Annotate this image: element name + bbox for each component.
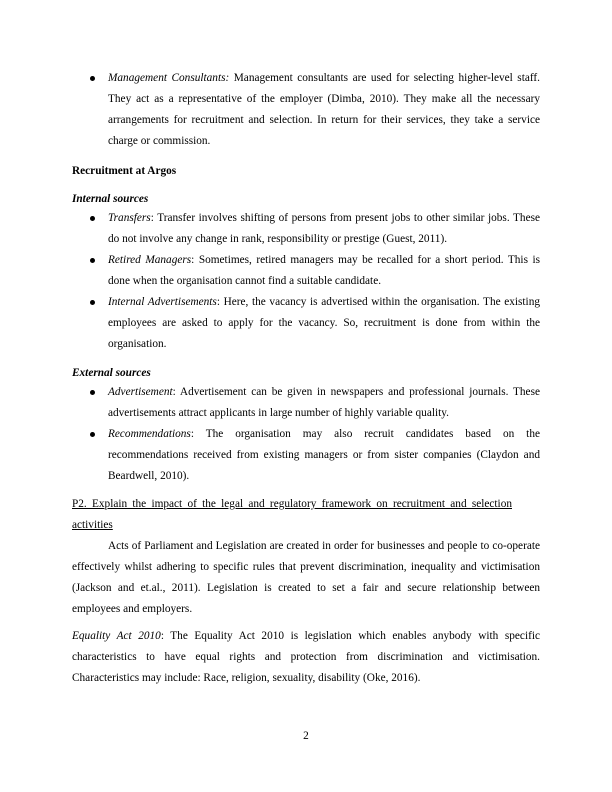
bullet-body: : Sometimes, retired managers may be recalled for a short period. This is done when the organisation cannot find a suitable candidate. bbox=[108, 254, 541, 287]
bullet-dot-icon bbox=[90, 300, 95, 305]
bullet-text bbox=[108, 68, 540, 152]
internal-sources-list bbox=[72, 208, 540, 355]
bullet-body: Management consultants are used for selecting higher-level staff. They act as a representative of the employer (Dimba, 2010). They make all the necessary arrangements for recruitment and selection. In return for their services, they take a service charge or commission. bbox=[108, 72, 540, 147]
list-item bbox=[72, 424, 540, 487]
bullet-text bbox=[108, 382, 540, 424]
page-number: 2 bbox=[303, 730, 309, 742]
equality-act-paragraph bbox=[72, 626, 540, 689]
p2-heading: P2. Explain the impact of the legal and regulatory framework on recruitment and selection activities bbox=[72, 498, 512, 531]
external-sources-list bbox=[72, 382, 540, 487]
bullet-dot-icon bbox=[90, 258, 95, 263]
bullet-term: Recommendations bbox=[108, 428, 191, 440]
bullet-term: Advertisement bbox=[108, 386, 173, 398]
equality-act-body: : The Equality Act 2010 is legislation which enables anybody with specific characteristics to have equal rights and protection from discrimination and victimisation. Characteristics may include: Race, religion, sexuality, disability (Oke, 2016). bbox=[72, 630, 540, 684]
bullet-term: Internal Advertisements bbox=[108, 296, 217, 308]
bullet-text bbox=[108, 292, 540, 355]
bullet-term: Transfers bbox=[108, 212, 151, 224]
internal-sources-heading: Internal sources bbox=[72, 193, 149, 205]
bullet-dot-icon bbox=[90, 432, 95, 437]
bullet-body: : The organisation may also recruit candidates based on the recommendations received from existing managers or from sister companies (Claydon and Beardwell, 2010). bbox=[108, 428, 540, 482]
equality-act-term: Equality Act 2010 bbox=[72, 630, 161, 642]
bullet-dot-icon bbox=[90, 76, 95, 81]
bullet-text bbox=[108, 424, 540, 487]
bullet-body: : Transfer involves shifting of persons from present jobs to other similar jobs. These do not involve any change in rank, responsibility or prestige (Guest, 2011). bbox=[108, 212, 540, 245]
bullet-body: : Advertisement can be given in newspapers and professional journals. These advertisements attract applicants in large number of highly variable quality. bbox=[108, 386, 540, 419]
p2-paragraph: Acts of Parliament and Legislation are created in order for businesses and people to co-operate effectively whilst adhering to specific rules that prevent discrimination, inequality and victimisation (Jackson and et.al., 2011). Legislation is created to set a fair and secure relationship between employees and employers. bbox=[72, 540, 540, 615]
list-item bbox=[72, 292, 540, 355]
list-item bbox=[72, 250, 540, 292]
list-item bbox=[72, 208, 540, 250]
bullet-list-top bbox=[72, 68, 540, 152]
bullet-term: Management Consultants: bbox=[108, 72, 230, 84]
list-item bbox=[72, 68, 540, 152]
bullet-term: Retired Managers bbox=[108, 254, 192, 266]
section-heading: Recruitment at Argos bbox=[72, 165, 177, 177]
bullet-text bbox=[108, 250, 540, 292]
external-sources-heading: External sources bbox=[72, 367, 151, 379]
bullet-dot-icon bbox=[90, 216, 95, 221]
bullet-dot-icon bbox=[90, 390, 95, 395]
bullet-body: : Here, the vacancy is advertised within the organisation. The existing employees are asked to apply for the vacancy. So, recruitment is done from within the organisation. bbox=[108, 296, 540, 350]
list-item bbox=[72, 382, 540, 424]
bullet-text bbox=[108, 208, 540, 250]
